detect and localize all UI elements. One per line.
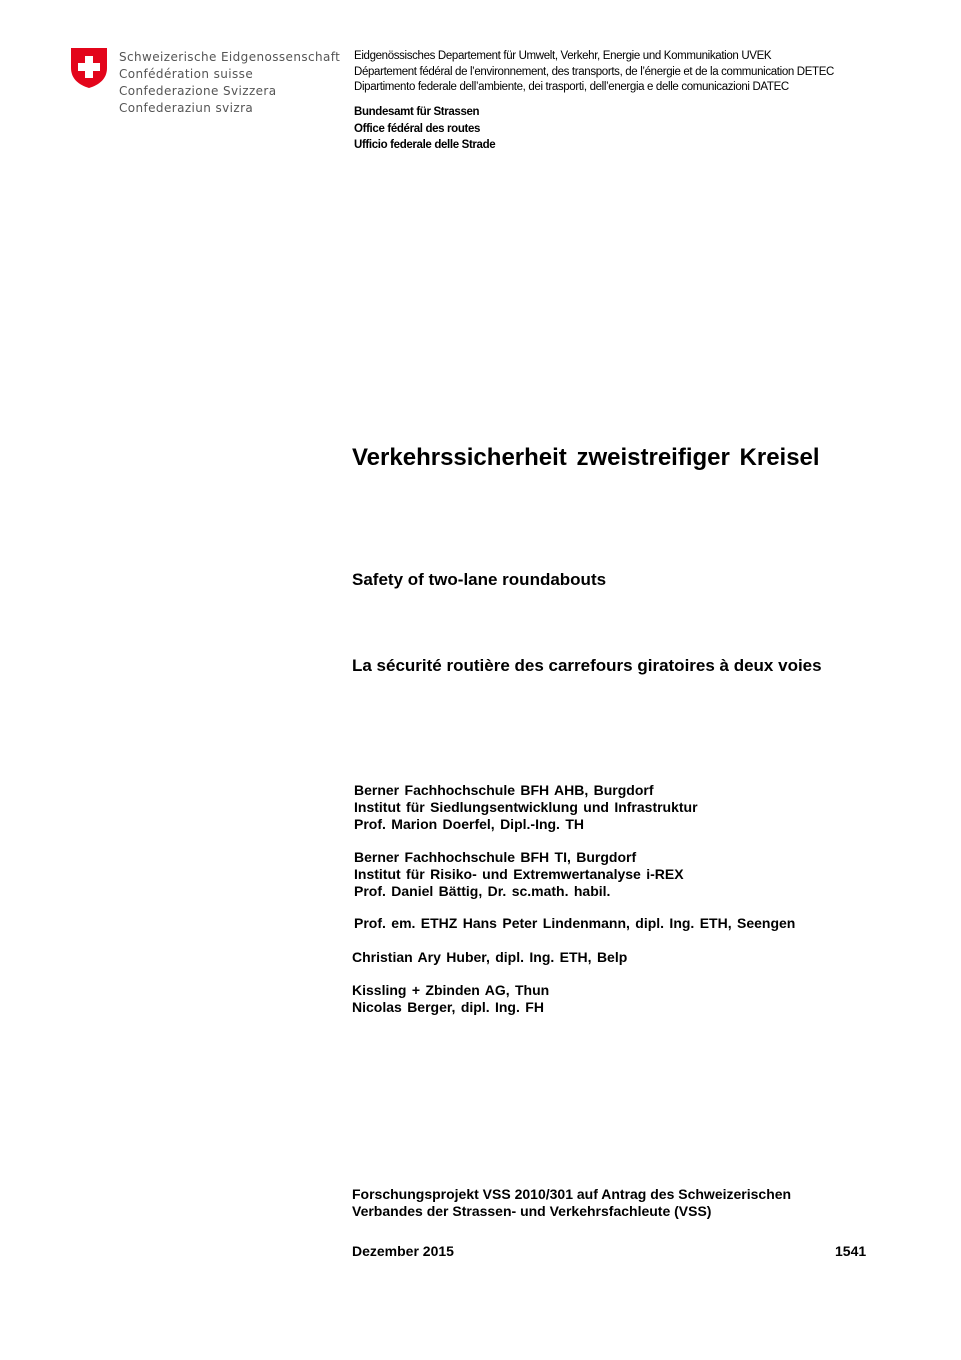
- author-line: Institut für Siedlungsentwicklung und Infrastruktur: [354, 798, 698, 815]
- research-project-line: Forschungsprojekt VSS 2010/301 auf Antrag des Schweizerischen: [352, 1186, 792, 1202]
- author-line: Prof. em. ETHZ Hans Peter Lindenmann, dipl. Ing. ETH, Seengen: [354, 915, 796, 931]
- author-block-kissling-zbinden: [352, 982, 549, 1016]
- author-line: Kissling + Zbinden AG, Thun: [352, 982, 550, 998]
- office-it: Ufficio federale delle Strade: [354, 139, 496, 151]
- author-block-bfh-ahb: [354, 782, 698, 832]
- publication-date: Dezember 2015: [352, 1243, 454, 1259]
- title-french: La sécurité routière des carrefours giratoires à deux voies: [352, 656, 822, 675]
- author-line: Nicolas Berger, dipl. Ing. FH: [352, 998, 544, 1015]
- federal-office-block: [354, 104, 495, 154]
- swiss-coat-of-arms-icon: [70, 47, 108, 89]
- author-line: Berner Fachhochschule BFH AHB, Burgdorf: [354, 782, 654, 798]
- office-de: Bundesamt für Strassen: [354, 106, 480, 118]
- department-de: Eidgenössisches Departement für Umwelt, Verkehr, Energie und Kommunikation UVEK: [354, 50, 772, 62]
- report-number: 1541: [835, 1243, 867, 1259]
- confederation-names: [119, 49, 340, 117]
- confederation-name-de: Schweizerische Eidgenossenschaft: [119, 50, 341, 64]
- author-line: Institut für Risiko- und Extremwertanalyse i-REX: [354, 865, 684, 882]
- department-fr: Département fédéral de l’environnement, des transports, de l’énergie et de la communication DETEC: [354, 65, 834, 78]
- research-project-line: Verbandes der Strassen- und Verkehrsfachleute (VSS): [352, 1203, 712, 1219]
- department-it: Dipartimento federale dell’ambiente, dei trasporti, dell’energia e delle comunicazioni DATEC: [354, 81, 789, 93]
- title-english: Safety of two-lane roundabouts: [352, 570, 607, 589]
- confederation-name-rm: Confederaziun svizra: [119, 101, 254, 115]
- office-fr: Office fédéral des routes: [354, 122, 481, 135]
- author-line: Christian Ary Huber, dipl. Ing. ETH, Belp: [352, 949, 628, 965]
- author-line: Prof. Daniel Bättig, Dr. sc.math. habil.: [354, 882, 611, 899]
- research-project-note: [352, 1186, 791, 1220]
- author-block-bfh-ti: [354, 849, 684, 899]
- author-line: Berner Fachhochschule BFH TI, Burgdorf: [354, 849, 637, 865]
- department-block: [354, 49, 834, 96]
- author-block-lindenmann: [354, 915, 795, 932]
- title-german: Verkehrssicherheit zweistreifiger Kreisel: [352, 444, 820, 471]
- author-block-huber: [352, 949, 627, 966]
- confederation-name-it: Confederazione Svizzera: [119, 84, 277, 98]
- confederation-name-fr: Confédération suisse: [119, 67, 254, 81]
- author-line: Prof. Marion Doerfel, Dipl.-Ing. TH: [354, 815, 584, 832]
